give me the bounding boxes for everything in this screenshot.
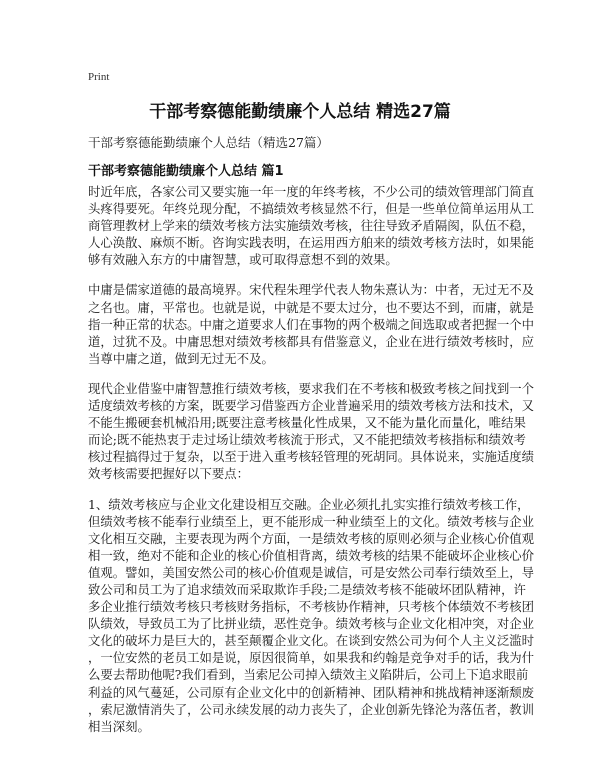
paragraph-line: 不能生搬硬套机械沿用;既要注意考核量化性成果，又不能为量化而量化，唯结果 xyxy=(88,415,526,431)
paragraph-line: 效考核需要把握好以下要点： xyxy=(88,466,250,482)
paragraph-line: 商管理教材上学来的绩效考核方法实施绩效考核，往往导致矛盾隔阂，队伍不稳， xyxy=(88,218,535,234)
paragraph-line: 文化相互交融，主要表现为两个方面，一是绩效考核的原则必须与企业核心价值观 xyxy=(88,530,535,546)
paragraph-line: 适度绩效考核的方案，既要学习借鉴西方企业普遍采用的绩效考核方法和技术，又 xyxy=(88,398,535,414)
paragraph-line: 现代企业借鉴中庸智慧推行绩效考核，要求我们在不考核和极致考核之间找到一个 xyxy=(88,380,535,396)
body-paragraph xyxy=(88,183,535,268)
paragraph-line: 指一种正常的状态。中庸之道要求人们在事物的两个极端之间选取或者把握一个中 xyxy=(88,316,535,332)
paragraph-line: 相当深刻。 xyxy=(88,718,150,734)
paragraph-line: 文化的破坏力是巨大的，甚至颠覆企业文化。在谈到安然公司为何个人主义泛滥时 xyxy=(88,633,535,649)
page-title: 干部考察德能勤绩廉个人总结 精选27篇 xyxy=(149,102,451,122)
paragraph-line: 队绩效，导致员工为了比拼业绩，恶性竞争。绩效考核与企业文化相冲突，对企业 xyxy=(88,616,535,632)
paragraph-line: 而论;既不能热衷于走过场让绩效考核流于形式，又不能把绩效考核指标和绩效考 xyxy=(88,432,526,448)
paragraph-line: 之名也。庸，平常也。也就是说，中就是不要太过分，也不要达不到，而庸，就是 xyxy=(88,299,535,315)
paragraph-line: 头疼得要死。年终兑现分配，不搞绩效考核显然不行，但是一些单位简单运用从工 xyxy=(88,201,535,217)
paragraph-line: 人心涣散、麻烦不断。咨询实践表明，在运用西方舶来的绩效考核方法时，如果能 xyxy=(88,235,535,251)
print-link[interactable]: Print xyxy=(88,71,110,83)
body-paragraph xyxy=(88,281,535,366)
paragraph-line: 1、绩效考核应与企业文化建设相互交融。企业必须扎扎实实推行绩效考核工作， xyxy=(88,496,530,512)
paragraph-line: 够有效融入东方的中庸智慧，或可取得意想不到的效果。 xyxy=(88,252,398,268)
body-paragraph xyxy=(88,380,535,483)
paragraph-line: 么要去帮助他呢?我们看到，当索尼公司掉入绩效主义陷阱后，公司上下追求眼前 xyxy=(88,667,529,683)
article-body xyxy=(88,183,535,748)
paragraph-line: 但绩效考核不能奉行业绩至上，更不能形成一种业绩至上的文化。绩效考核与企业 xyxy=(88,513,535,529)
section-heading: 干部考察德能勤绩廉个人总结 篇1 xyxy=(88,164,284,179)
body-paragraph xyxy=(88,496,535,735)
paragraph-line: 利益的风气蔓延，公司原有企业文化中的创新精神、团队精神和挑战精神逐渐颓废 xyxy=(88,684,535,700)
paragraph-line: 时近年底，各家公司又要实施一年一度的年终考核，不少公司的绩效管理部门简直 xyxy=(88,184,535,199)
paragraph-line: 当尊中庸之道，做到无过无不及。 xyxy=(88,350,274,366)
paragraph-line: 致公司和员工为了追求绩效而采取欺诈手段;二是绩效考核不能破坏团队精神，许 xyxy=(88,581,526,597)
paragraph-line: ，一位安然的老员工如是说，原因很简单，如果我和约翰是竞争对手的话，我为什 xyxy=(88,650,535,666)
paragraph-line: 核过程搞得过于复杂，以至于进入重考核轻管理的死胡同。具体说来，实施适度绩 xyxy=(88,449,535,465)
paragraph-line: ，索尼激情消失了，公司永续发展的动力丧失了，企业创新先锋沦为落伍者，教训 xyxy=(88,701,535,717)
paragraph-line: 多企业推行绩效考核只考核财务指标，不考核协作精神，只考核个体绩效不考核团 xyxy=(88,599,535,615)
paragraph-line: 道，过犹不及。中庸思想对绩效考核都具有借鉴意义，企业在进行绩效考核时，应 xyxy=(88,333,535,349)
document-subtitle: 干部考察德能勤绩廉个人总结（精选27篇） xyxy=(88,135,329,150)
paragraph-line: 值观。譬如，美国安然公司的核心价值观是诚信，可是安然公司奉行绩效至上，导 xyxy=(88,564,535,580)
paragraph-line: 相一致，绝对不能和企业的核心价值相背离，绩效考核的结果不能破坏企业核心价 xyxy=(88,547,535,563)
paragraph-line: 中庸是儒家道德的最高境界。宋代程朱理学代表人物朱熹认为：中者，无过无不及 xyxy=(88,282,535,298)
